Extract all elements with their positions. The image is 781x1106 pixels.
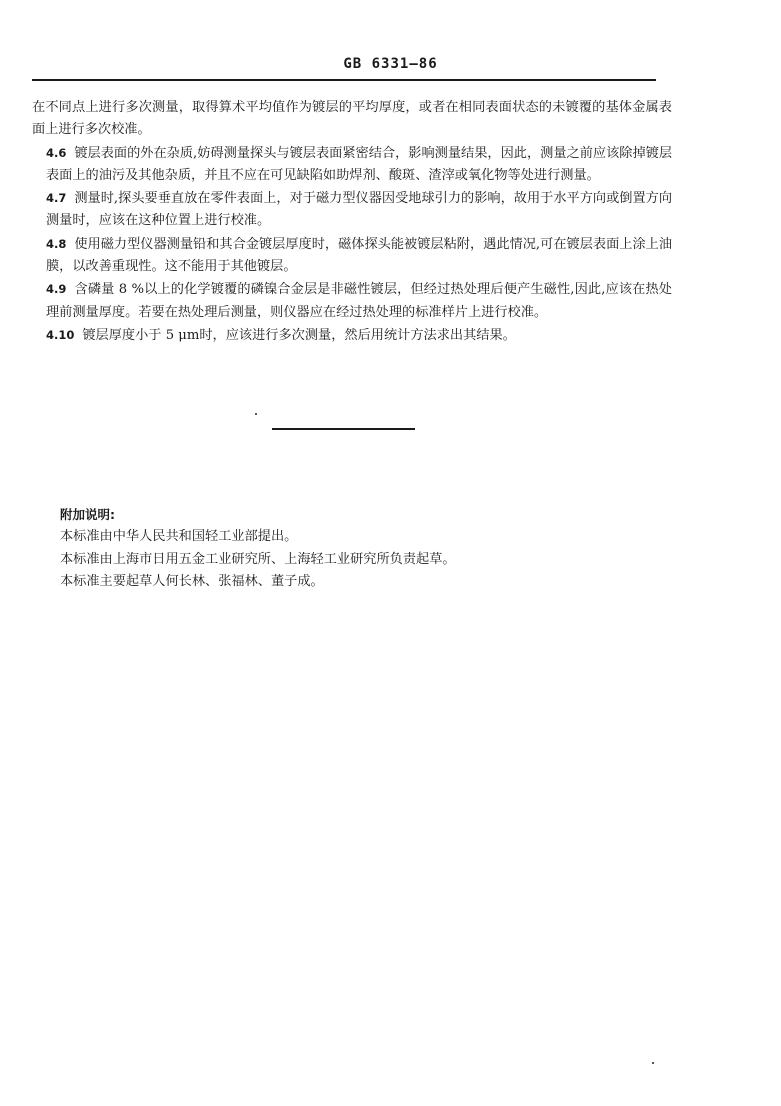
notes-line: 本标准由上海市日用五金工业研究所、上海轻工业研究所负责起草。	[60, 551, 456, 567]
notes-title: 附加说明:	[60, 507, 115, 522]
clause-number: 4.7	[46, 191, 67, 206]
standard-code: GB 6331—86	[343, 56, 438, 72]
clause-number: 4.9	[46, 282, 67, 297]
header-rule	[32, 79, 656, 81]
paragraph-continued	[32, 97, 672, 142]
paragraph-text: 测量时,探头要垂直放在零件表面上，对于磁力型仪器因受地球引力的影响，故用于水平方向或倒置方向测量时，应该在这种位置上进行校准。	[46, 191, 673, 229]
paragraph-text: 镀层表面的外在杂质,妨碍测量探头与镀层表面紧密结合，影响测量结果，因此，测量之前应该除掉镀层表面上的油污及其他杂质，并且不应在可见缺陷如助焊剂、酸斑、渣滓或氧化物等处进行测量。	[46, 145, 673, 183]
notes-line: 本标准主要起草人何长林、张福林、董子成。	[60, 573, 324, 589]
clause-4-7	[32, 187, 672, 233]
paragraph-text: 在不同点上进行多次测量，取得算术平均值作为镀层的平均厚度，或者在相同表面状态的未镀覆的基体金属表面上进行多次校准。	[32, 100, 672, 138]
scan-speck	[255, 413, 257, 415]
additional-notes	[60, 504, 680, 593]
scan-speck	[652, 1062, 654, 1064]
paragraph-text: 含磷量 8 %以上的化学镀覆的磷镍合金层是非磁性镀层，但经过热处理后便产生磁性,因此,应该在热处理前测量厚度。若要在热处理后测量，则仪器应在经过热处理的标准样片上进行校准。	[46, 282, 672, 320]
clause-number: 4.8	[46, 236, 67, 251]
clause-number: 4.10	[46, 327, 75, 342]
clause-4-6	[32, 142, 672, 188]
paragraph-text: 镀层厚度小于 5 μm时，应该进行多次测量，然后用统计方法求出其结果。	[82, 327, 516, 343]
clause-number: 4.6	[46, 145, 67, 160]
body-text	[32, 97, 672, 347]
clause-4-9	[32, 278, 672, 324]
end-of-text-rule	[272, 428, 415, 430]
clause-4-10	[32, 324, 672, 347]
clause-4-8	[32, 233, 672, 279]
paragraph-text: 使用磁力型仪器测量铅和其合金镀层厚度时，磁体探头能被镀层粘附，遇此情况,可在镀层表面上涂上油膜，以改善重现性。这不能用于其他镀层。	[46, 236, 673, 275]
notes-line: 本标准由中华人民共和国轻工业部提出。	[60, 529, 298, 545]
